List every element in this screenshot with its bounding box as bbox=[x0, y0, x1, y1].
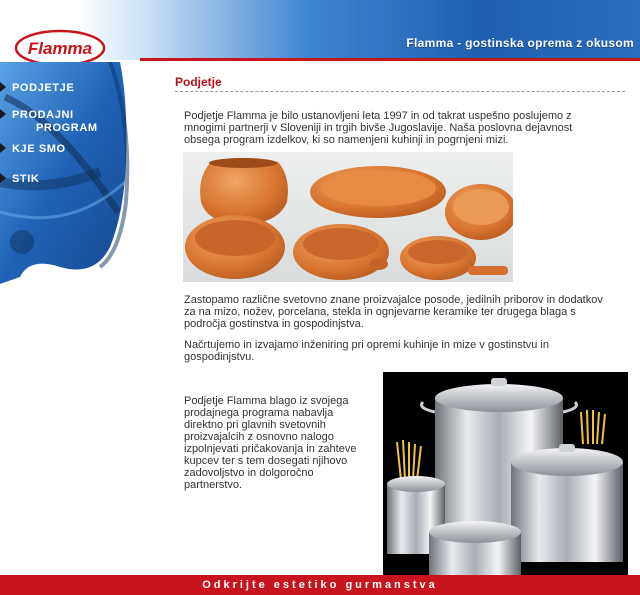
terracotta-cookware-image bbox=[183, 152, 513, 282]
nav-arrow-icon bbox=[0, 143, 6, 153]
header-divider bbox=[140, 58, 640, 61]
intro-paragraph: Podjetje Flamma je bilo ustanovljeni leta 1997 in od takrat uspešno poslujemo z mnogimi partnerji v Sloveniji in trgih bivše Jugoslavije. Naša poslovna dejavnost obsega program izdelkov, ki so namenjeni kuhinji in pogrnjeni mizi. bbox=[184, 110, 573, 146]
nav-item-label-line1: PRODAJNI bbox=[12, 109, 74, 121]
nav-arrow-icon bbox=[0, 82, 6, 92]
footer-bar bbox=[0, 575, 640, 595]
sidebar bbox=[0, 62, 150, 292]
logo-text: Flamma bbox=[27, 39, 93, 58]
engineering-paragraph: Načrtujemo in izvajamo inženiring pri opremi kuhinje in mize v gostinstvu in gospodinjstvu. bbox=[184, 339, 549, 363]
sourcing-paragraph: Podjetje Flamma blago iz svojega prodajnega programa nabavlja direktno pri glavnih svetovnih proizvajalcih z osnovno nalogo izpolnjevati pričakovanja in zahteve kupcev ter s tem dosegati njihovo zadovoljstvo in dolgoročno partnerstvo. bbox=[184, 395, 357, 491]
nav-item-prodajni-program[interactable] bbox=[12, 109, 98, 135]
stainless-pots-image bbox=[383, 372, 628, 575]
nav-item-podjetje[interactable]: PODJETJE bbox=[12, 82, 75, 94]
header-tagline: Flamma - gostinska oprema z okusom bbox=[406, 36, 634, 50]
representation-paragraph: Zastopamo različne svetovno znane proizvajalce posode, jedilnih priborov in dodatkov za na mizo, nožev, porcelana, stekla in ognjevarne keramike ter drugega blaga s področja gostinstva in gospodinjstva. bbox=[184, 294, 603, 330]
title-divider bbox=[175, 91, 625, 92]
nav-arrow-icon bbox=[0, 173, 6, 183]
nav-item-kje-smo[interactable]: KJE SMO bbox=[12, 143, 66, 155]
nav-item-stik[interactable]: STIK bbox=[12, 173, 40, 185]
nav-arrow-icon bbox=[0, 109, 6, 119]
nav-item-label-line2: PROGRAM bbox=[36, 122, 98, 134]
footer-slogan: Odkrijte estetiko gurmanstva bbox=[202, 579, 438, 591]
page-title: Podjetje bbox=[175, 75, 222, 89]
